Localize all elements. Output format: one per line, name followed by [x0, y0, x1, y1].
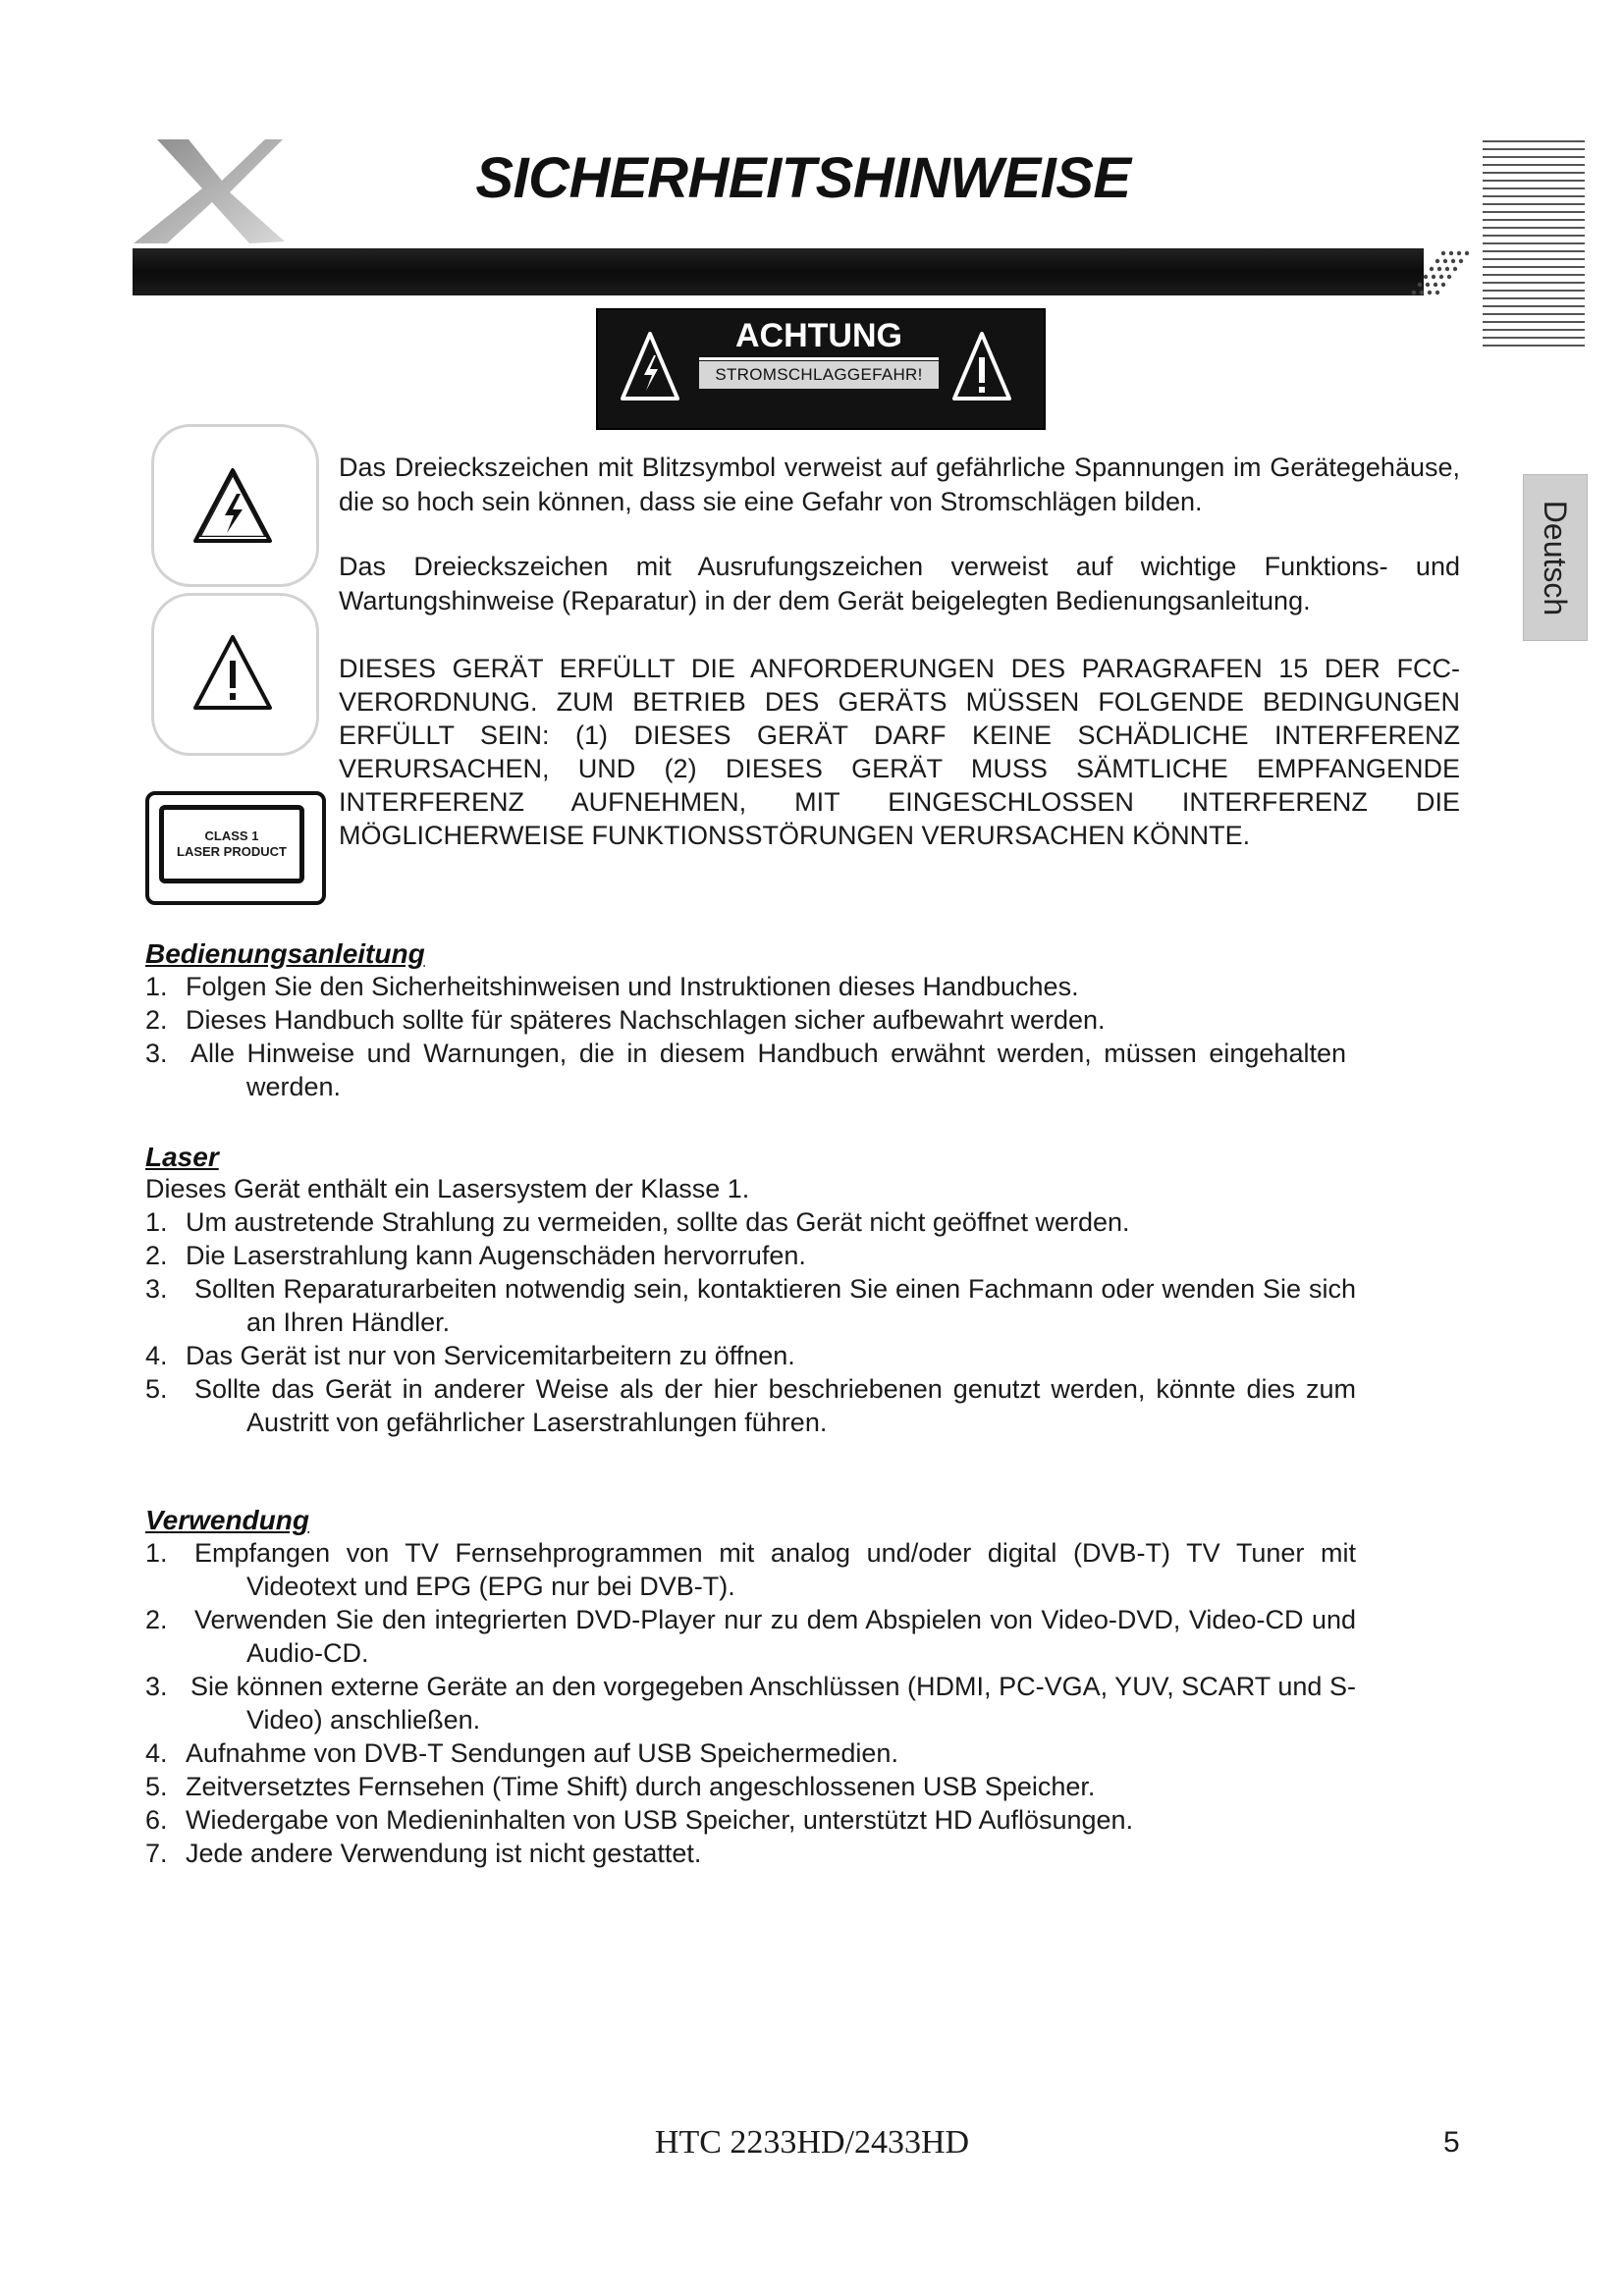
list-item [145, 1536, 1356, 1603]
list-item-number: 1. [145, 1207, 168, 1237]
list-item [145, 1736, 1408, 1770]
class-label-line1: CLASS 1 [204, 828, 259, 843]
list-item-number: 2. [145, 1605, 168, 1634]
warning-divider [699, 357, 939, 360]
lightning-symbol-frame [151, 424, 319, 587]
list-item [145, 1603, 1356, 1670]
list-item-text: Sollte das Gerät in anderer Weise als der hier beschriebenen genutzt werden, könnte dies zum Austritt von gefährlicher Laserstrahlungen führen. [194, 1374, 1356, 1437]
class1-laser-label-text [159, 805, 304, 883]
lightning-triangle-icon [191, 466, 274, 545]
list-item-text: Dieses Handbuch sollte für späteres Nachschlagen sicher aufbewahrt werden. [186, 1005, 1106, 1035]
list-item [145, 970, 1408, 1003]
header-bar [133, 248, 1424, 295]
list-item [145, 1770, 1408, 1803]
language-tab [1523, 474, 1588, 641]
list-item-text: Aufnahme von DVB-T Sendungen auf USB Speichermedien. [186, 1738, 898, 1768]
list-item-number: 7. [145, 1839, 168, 1868]
list-item-number: 1. [145, 1538, 168, 1568]
header-dot-pattern [1404, 245, 1473, 298]
list-item-text: Sollten Reparaturarbeiten notwendig sein, kontaktieren Sie einen Fachmann oder wenden Sie sich an Ihren Händler. [194, 1274, 1356, 1337]
list-item-number: 3. [145, 1672, 168, 1701]
section-title-bedienungsanleitung: Bedienungsanleitung [145, 938, 425, 969]
lightning-warning-icon [619, 330, 681, 404]
list-item [145, 1837, 1408, 1870]
margin-stripe-pattern [1483, 137, 1585, 348]
footer-model-name: HTC 2233HD/2433HD [654, 2124, 970, 2161]
list-item-number: 2. [145, 1005, 168, 1035]
list-item-number: 4. [145, 1341, 168, 1370]
lightning-description: Das Dreieckszeichen mit Blitzsymbol verweist auf gefährliche Spannungen im Gerätegehäuse, die so hoch sein können, dass sie eine Gefahr von Stromschlägen bilden. [339, 453, 1460, 516]
page-title: SICHERHEITSHINWEISE [475, 146, 1131, 210]
fcc-statement: DIESES GERÄT ERFÜLLT DIE ANFORDERUNGEN DES PARAGRAFEN 15 DER FCC-VERORDNUNG. ZUM BETRIEB DES GERÄTS MÜSSEN FOLGENDE BEDINGUNGEN ERFÜLLT SEIN: (1) DIESES GERÄT DARF KEINE SCHÄDLICHE INTERFERENZ VERURSACHEN, UND (2) DIESES GERÄT MUSS SÄMTLICHE EMPFANGENDE INTERFERENZ AUFNEHMEN, MIT EINGESCHLOSSEN INTERFERENZ DIE MÖGLICHERWEISE FUNKTIONSSTÖRUNGEN VERURSACHEN KÖNNTE. [339, 654, 1460, 850]
laser-intro: Dieses Gerät enthält ein Lasersystem der Klasse 1. [145, 1174, 750, 1203]
list-item-text: Verwenden Sie den integrierten DVD-Player nur zu dem Abspielen von Video-DVD, Video-CD und Audio-CD. [194, 1605, 1356, 1668]
list-item-text: Alle Hinweise und Warnungen, die in diesem Handbuch erwähnt werden, müssen eingehalten werden. [190, 1039, 1346, 1101]
list-item-text: Empfangen von TV Fernsehprogrammen mit analog und/oder digital (DVB-T) TV Tuner mit Videotext und EPG (EPG nur bei DVB-T). [194, 1538, 1356, 1601]
list-item [145, 1803, 1408, 1837]
list-item [145, 1003, 1408, 1037]
exclamation-description: Das Dreieckszeichen mit Ausrufungszeichen verweist auf wichtige Funktions- und Wartungshinweise (Reparatur) in der dem Gerät beigelegten Bedienungsanleitung. [339, 552, 1460, 615]
list-item [145, 1339, 1408, 1372]
list-item [145, 1372, 1356, 1439]
verwendung-list [145, 1536, 1408, 1870]
list-item [145, 1037, 1346, 1103]
list-item-text: Das Gerät ist nur von Servicemitarbeitern zu öffnen. [186, 1341, 795, 1370]
list-item-number: 2. [145, 1241, 168, 1270]
list-item [145, 1239, 1408, 1272]
warning-subtitle: STROMSCHLAGGEFAHR! [699, 361, 939, 389]
exclamation-warning-icon [950, 330, 1013, 404]
section-title-verwendung: Verwendung [145, 1505, 309, 1535]
list-item-number: 1. [145, 972, 168, 1001]
exclamation-symbol-frame [151, 593, 319, 756]
list-item [145, 1670, 1356, 1736]
bedienungsanleitung-list [145, 970, 1408, 1103]
list-item-number: 3. [145, 1274, 168, 1304]
list-item-text: Wiedergabe von Medieninhalten von USB Speicher, unterstützt HD Auflösungen. [186, 1805, 1134, 1835]
list-item [145, 1205, 1408, 1239]
list-item-number: 3. [145, 1039, 168, 1068]
page-number: 5 [1443, 2126, 1460, 2159]
exclamation-triangle-icon [191, 633, 274, 712]
list-item-text: Zeitversetztes Fernsehen (Time Shift) durch angeschlossenen USB Speicher. [186, 1772, 1096, 1801]
language-tab-label: Deutsch [1538, 500, 1574, 615]
warning-title: ACHTUNG [735, 317, 902, 354]
list-item-text: Die Laserstrahlung kann Augenschäden hervorrufen. [186, 1241, 806, 1270]
list-item-number: 5. [145, 1374, 168, 1404]
list-item-text: Um austretende Strahlung zu vermeiden, sollte das Gerät nicht geöffnet werden. [186, 1207, 1130, 1237]
laser-list [145, 1205, 1408, 1439]
list-item-text: Sie können externe Geräte an den vorgegeben Anschlüssen (HDMI, PC-VGA, YUV, SCART und S-Video) anschließen. [190, 1672, 1356, 1735]
list-item-number: 6. [145, 1805, 168, 1835]
class-label-line2: LASER PRODUCT [177, 844, 287, 859]
list-item [145, 1272, 1356, 1339]
list-item-number: 5. [145, 1772, 168, 1801]
list-item-text: Folgen Sie den Sicherheitshinweisen und Instruktionen dieses Handbuches. [186, 972, 1079, 1001]
list-item-text: Jede andere Verwendung ist nicht gestattet. [186, 1839, 702, 1868]
list-item-number: 4. [145, 1738, 168, 1768]
section-title-laser: Laser [145, 1142, 219, 1172]
